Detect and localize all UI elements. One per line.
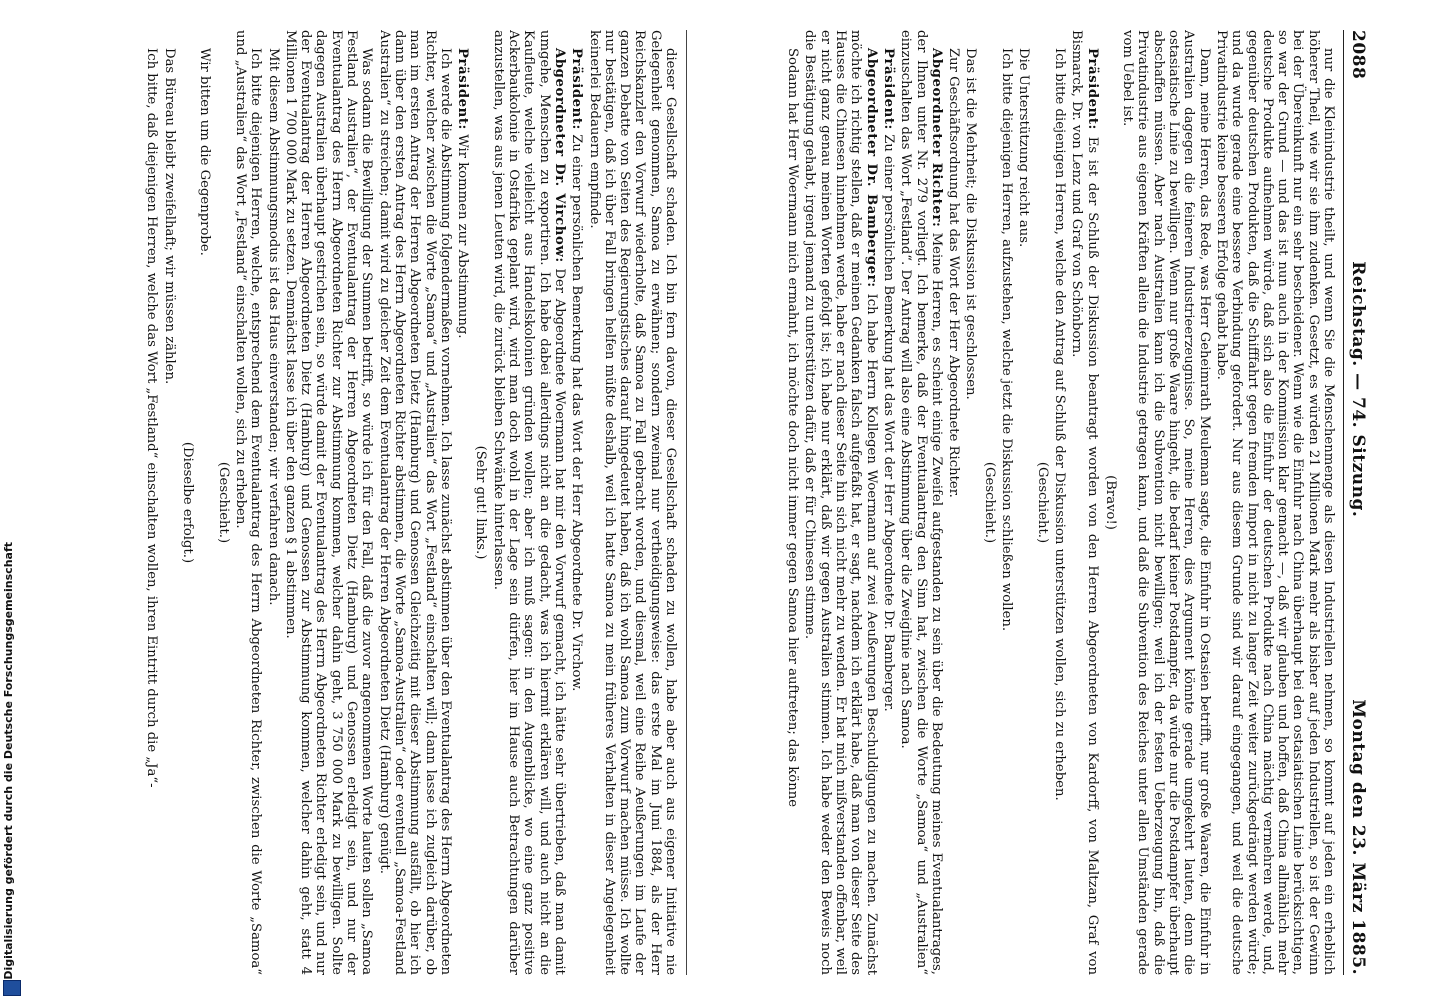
paragraph	[1016, 30, 1031, 975]
paragraph-text: Meine Herren, es scheint einige Zweifel aufgestanden zu sein über die Bedeutung meines Eventualantrages, der Ihnen unter Nr. 279 vorliegt. Ich bemerke, daß der Eventualantrag den Sinn hat, zwischen die Worte „Samoa“ und „Australien“ einzuschalten das Wort „Festland“. Der Antrag will also eine Abstimmung über die Zweiglinie nach Samoa.	[898, 30, 944, 975]
paragraph-text: Der Abgeordnete Woermann hat mir den Vorwurf gemacht, ich hätte sehr übertrieben, daß man damit umgehe, Menschen zu exportiren. Ich habe dabei allerdings nicht an die gedacht, was ich hiermit erklären will, und auch nicht an die Kaufleute, welche vielleicht aus Handelskolonien gründen wollen; aber ich muß sagen: in den Augenblicke, wo eine ganz positive Ackerbaukolonie in Ostafrika geplant wird, wird man doch wohl in der Lage sein dürfen, hier im Hause auch Betrachtungen darüber anzustellen, was aus jenen Leuten wird, die zurück bleiben Schwänke hinterlassen.	[490, 30, 567, 975]
paragraph-text: Ich bitte, daß diejenigen Herren, welche das Wort „Festland“ einschalten wollen, ihren Eintritt durch die „Ja“-	[144, 48, 160, 788]
stage-direction: (Geschieht.)	[215, 461, 231, 544]
speaker-name: Präsident:	[880, 48, 896, 131]
paragraph-text: Ich bitte diejenigen Herren, aufzustehen, welche jetzt die Diskussion schließen wollen.	[999, 48, 1015, 632]
paragraph	[162, 30, 177, 975]
speaker-name: Abgeordneter Dr. Bamberger:	[863, 48, 879, 288]
paragraph-text: Zu einer persönlichen Bemerkung hat das Wort der Herr Abgeordnete Dr. Virchow.	[569, 130, 585, 692]
paragraph	[265, 30, 280, 975]
right-column	[38, 30, 678, 975]
speaker-name: Präsident:	[1084, 48, 1100, 131]
speaker-name: Präsident:	[455, 48, 471, 131]
speaker-name: Präsident:	[569, 48, 585, 131]
left-column	[696, 30, 1336, 975]
paragraph	[144, 30, 159, 975]
stage-direction: (Bravo!)	[1102, 475, 1118, 530]
paragraph-text: dieser Gesellschaft schaden. Ich bin fern davon, dieser Gesellschaft schaden zu wollen, habe aber auch aus eigener Initiative nie Gelegenheit genommen, Samoa zu erwähnen; sondern zweimal nur vertheidigungsweise: das erste Mal im Juni 1884, als der Herr Reichskanzler den Vorwurf wiederholte, daß Samoa zu Fall gebracht worden, und diesmal, weil eine Reihe Aeußerungen im Laufe der ganzen Debatte von Seiten des Regierungstisches darauf hingedeutet haben, daß ich wohl Samoa zum Vorwurf machen müsse. Ich wollte nur bestätigen, daß ich über Fall bringen helfen müßte deshalb, weil ich hatte Samoa zu mein früheres Verhalten in dieser Angelegenheit keinerlei Bedauern empfinde.	[586, 30, 678, 975]
paragraph	[197, 30, 212, 975]
paragraph	[802, 30, 878, 975]
paragraph	[233, 30, 264, 975]
column-divider	[686, 30, 687, 975]
paragraph-text: nur die Kleinindustrie theilt, und wenn Sie die Menschenmenge als diesen Industriellen nehmen, so kommt auf jeden ein erheblich höherer Theil, wie wir sie ihm zudenken. Gesetzt, es würden 21 Millionen Mark mehr als bisher auf jeden Industriellen, so ist der Gewinn bei der Übereinkunft nur ein sehr bescheidener. Wenn wie die Einfuhr nach China überhaupt bei den ostasiatischen Linie berücksichtigen, so war der Grund — und das ist nun auch in der Kommission klar gemacht —, daß wir glauben und hoffen, daß China allmählich mehr deutsche Produkte aufnehmen würde, daß sich also die Einfuhr der deutschen Produkte nach China mächtig vermehren werde, und, gegenüber deutschen Produkten, daß die Schifffahrt gegen fremden Import in nicht zu langer Zeit weiter zurückgedrängt werden würde; und da wurde gerade eine bessere Verbindung gefordert. Nur aus diesem Grunde sind wir darauf eingegangen, und weil die deutsche Privatindustrie keine besseren Erfolge gehabt habe.	[1213, 30, 1336, 975]
stage-direction: (Geschieht.)	[1034, 461, 1050, 544]
digitization-note: Digitalisierung gefördert durch die Deutsche Forschungsgemeinschaft	[2, 542, 15, 980]
stage-direction: (Sehr gut! links.)	[473, 445, 489, 560]
paragraph	[1214, 30, 1336, 975]
paragraph-text: Was sodann die Bewilligung der Summen betrifft, so würde ich für den Fall, daß die zuvor angenommenen Worte lauten sollen „Samoa Festland Australien“, der Eventualantrag der Herren Abgeordneten Dietz (Hamburg) und Genossen erledigt sein, und nur der Eventualantrag des Herrn Abgeordneten Richter zur Abstimmung kommen, welcher dahin geht, 3 750 000 Mark zu bewilligen. Sollte dagegen Australien überhaupt gestrichen sein, so würde damit der Eventualantrag des Herrn Abgeordneten Richter erledigt sein, und nur der Eventualantrag der Herren Abgeordneten Dietz (Hamburg) und Genossen zur Abstimmung kommen, welcher dahin geht, statt 4 Millionen 1 700 000 Mark zu setzen. Demnächst lasse ich über den ganzen § 1 abstimmen.	[282, 30, 375, 975]
paragraph-text: Es ist der Schluß der Diskussion beantragt worden von den Herren Abgeordneten von Kardorff, von Maltzan, Graf von Bismarck, Dr. von Lenz und Graf von Schönborn.	[1069, 30, 1100, 975]
paragraph-text: Dann, meine Herren, das Rede, was Herr Geheimrath Meuleman sagte, die Einfuhr in Ostasien betrifft, nur große Waaren, die Einfuhr in Australien dagegen die feineren Industrieerzeugnisse. So, meine Herren, dies Argument könnte gerade umgekehrt lauten, denn die ostasiatische Linie zu bewilligen. Wenn nur große Waare hingeht, die bedarf keiner Postdampfer, da würde nur die Postdampfer überhaupt abschaffen müssen. Aber nach Australien kann ich die Subvention nicht bewilligen; weil ich der festen Ueberzeugung bin, daß die Privatindustrie aus eigenen Kräften allein die Industrie getragen kann, und daß die Subvention des Reiches unter allen Umständen gerade vom Uebel ist.	[1120, 30, 1212, 975]
document-page	[12, 30, 1392, 975]
paragraph	[898, 30, 944, 975]
paragraph	[785, 30, 800, 975]
header-rule	[1343, 30, 1344, 975]
speaker-name: Abgeordneter Dr. Virchow:	[551, 48, 567, 263]
paragraph	[999, 30, 1014, 975]
paragraph	[1120, 30, 1212, 975]
paragraph	[946, 30, 961, 975]
speaker-name: Abgeordneter Richter:	[928, 48, 944, 228]
paragraph	[455, 30, 470, 975]
dfg-logo-icon	[3, 980, 21, 996]
paragraph	[283, 30, 375, 975]
page-header	[1348, 30, 1374, 975]
session-title: Reichstag. — 74. Sitzung.	[1348, 261, 1368, 518]
paragraph	[490, 30, 566, 975]
paragraph-text: Wir bitten um die Gegenprobe.	[197, 48, 213, 256]
page-number: 2088	[1348, 30, 1368, 80]
paragraph-text: Die Unterstützung reicht aus.	[1016, 48, 1032, 248]
paragraph-text: Das Büreau bleibt zweifelhaft; wir müssen zählen.	[161, 48, 177, 385]
paragraph-text: Sodann hat Herr Woermann mich ermahnt, ich möchte doch nicht immer gegen Samoa hier auftreten; das könne	[785, 48, 801, 808]
stage-direction: (Geschieht.)	[981, 461, 997, 544]
digitization-strip	[0, 0, 22, 1000]
paragraph-text: Wir kommen zur Abstimmung.	[455, 130, 471, 339]
paragraph-text: Ich bitte diejenigen Herren, welche, entsprechend dem Eventualantrag des Herrn Abgeordneten Richter, zwischen die Worte „Samoa“ und „Australien“ das Wort „Festland“ einschalten wollen, sich zu erheben.	[232, 30, 264, 975]
session-date: Montag den 23. März 1885.	[1348, 699, 1368, 975]
paragraph-text: Zur Geschäftsordnung hat das Wort der Herr Abgeordnete Richter.	[946, 48, 962, 498]
paragraph	[376, 30, 452, 975]
paragraph	[1069, 30, 1100, 975]
paragraph	[1052, 30, 1067, 975]
paragraph-text: Ich werde die Abstimmung folgendermaßen vornehmen. Ich lasse zunächst abstimmen über den Eventualantrag des Herrn Abgeordneten Richter, welcher zwischen die Worte „Samoa“ und „Australien“ das Wort „Festland“ einschalten will; dann lasse ich zugleich darüber, ob man im ersten Antrag der Herren Abgeordneten Dietz (Hamburg) und Genossen Gleichzeitig mit dieser Abstimmung ausfällt, ob hier ich dann über den ersten Antrag des Herrn Abgeordneten Richter abstimmen, die Worte „Samoa-Australien“ oder eventuell „Samoa-Festland Australien“ zu streichen; damit wird zu gleicher Zeit dem Eventualantrag der Herren Abgeordneten Dietz (Hamburg) genügt.	[376, 30, 453, 975]
paragraph-text: Zu einer persönlichen Bemerkung hat das Wort der Herr Abgeordnete Dr. Bamberger.	[880, 130, 896, 712]
paragraph-text: Ich bitte diejenigen Herren, welche den Antrag auf Schluß der Diskussion unterstützen wollen, sich zu erheben.	[1051, 48, 1067, 801]
paragraph-text: Das ist die Mehrheit; die Diskussion ist geschlossen.	[963, 48, 979, 400]
paragraph	[569, 30, 584, 975]
stage-direction: (Dieselbe erfolgt.)	[180, 441, 196, 564]
paragraph-text: Ich habe Herrn Kollegen Woermann auf zwei Aeußerungen Beschuldigungen zu machen. Zunächst möchte ich richtig stellen, daß er meinen Gedanken falsch aufgefaßt hat, er sagt, nachdem ich erklärt habe, daß man von dieser Seite des Hauses die Chinesen hinnehmen werde, habe er nach dieser Seite hin sich nicht mehr zu wenden. Er hat mich mißverstanden offenbar, weil er nicht ganz genau meinen Worten gefolgt ist; ich habe nur erklärt, daß wir gegen Australien stimmen. Ich habe weder den Beweis noch die Bestätigung gehabt, irgend jemand zu unterstützen dafür, daß er für Chinesen stimme.	[802, 30, 879, 975]
paragraph	[963, 30, 978, 975]
paragraph	[881, 30, 896, 975]
paragraph-text: Mit diesem Abstimmungsmodus ist das Haus einverstanden; wir verfahren danach.	[265, 48, 281, 606]
paragraph	[586, 30, 678, 975]
